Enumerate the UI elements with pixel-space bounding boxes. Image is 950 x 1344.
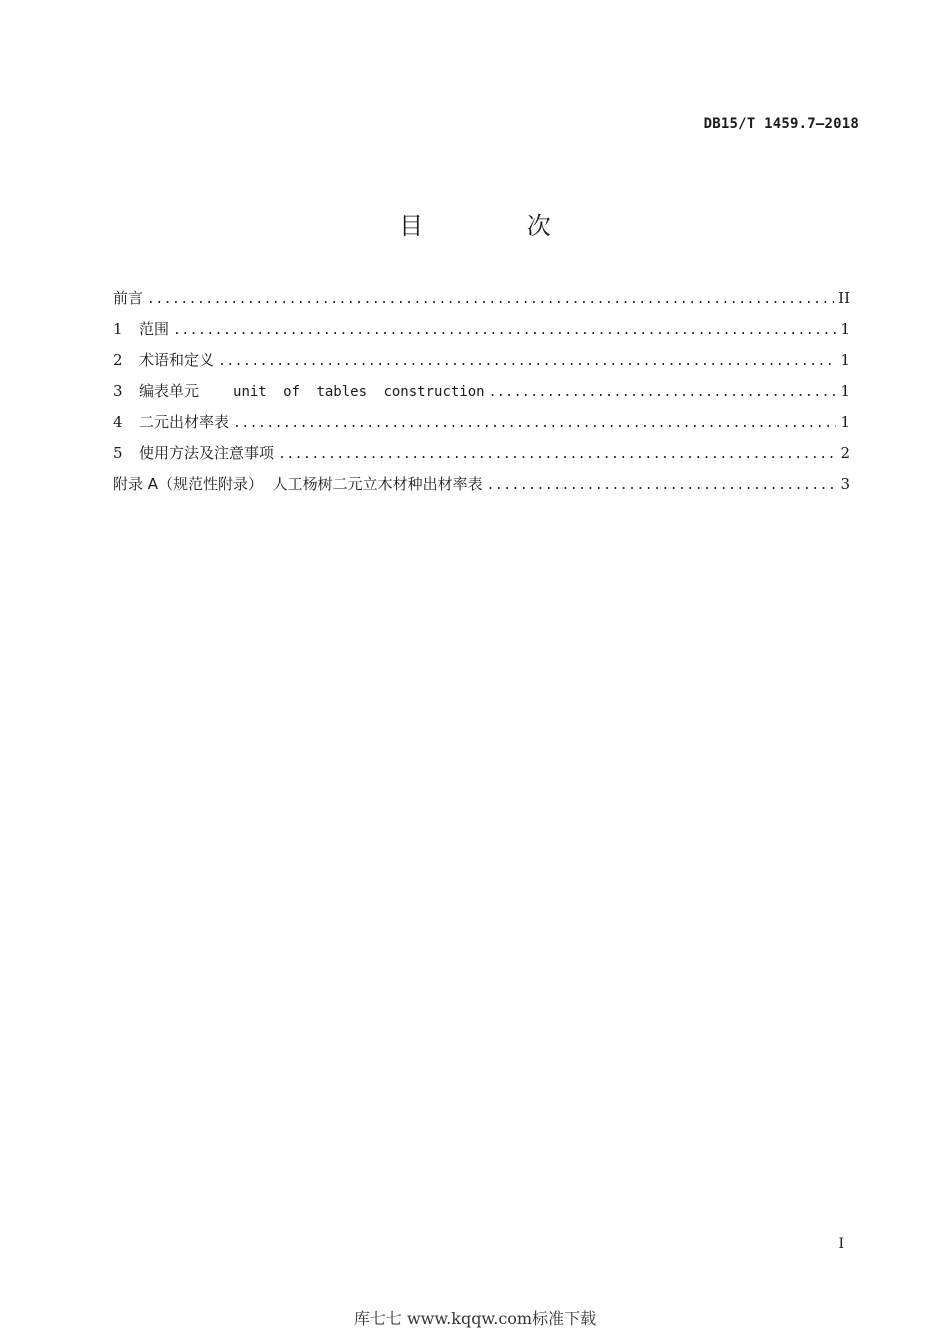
watermark-text: 库七七 www.kqqw.com标准下载 (353, 1309, 597, 1328)
toc-entry-appendix-a[interactable] (113, 472, 850, 503)
toc-entry-label: 范围 (139, 320, 170, 338)
toc-entry-page: 1 (840, 320, 850, 338)
toc-entry-number: 2 (113, 351, 123, 369)
standard-code: DB15/T 1459.7—2018 (703, 116, 859, 132)
page-title: 目 次 (399, 212, 599, 240)
toc-dot-leader (147, 288, 834, 312)
toc-entry-number: 1 (113, 320, 123, 338)
toc-dot-leader (173, 319, 836, 343)
table-of-contents (113, 286, 850, 503)
toc-entry-english-label: unit of tables construction (233, 384, 485, 400)
toc-entry-page: 1 (840, 413, 850, 431)
toc-entry-terms[interactable] (113, 348, 850, 379)
toc-dot-leader (278, 443, 836, 467)
toc-entry-page: 3 (840, 475, 850, 493)
toc-entry-label: 二元出材率表 (139, 413, 230, 431)
toc-entry-number: 3 (113, 382, 123, 400)
toc-entry-page: 1 (840, 382, 850, 400)
toc-entry-usage[interactable] (113, 441, 850, 472)
toc-entry-label: 附录 A（规范性附录） 人工杨树二元立木材种出材率表 (113, 475, 483, 493)
toc-entry-foreword[interactable] (113, 286, 850, 317)
page-number: I (838, 1236, 844, 1252)
toc-entry-yield-table[interactable] (113, 410, 850, 441)
toc-dot-leader (487, 474, 837, 498)
toc-entry-table-unit[interactable] (113, 379, 850, 410)
toc-dot-leader (218, 350, 836, 374)
toc-entry-number: 5 (113, 444, 123, 462)
toc-entry-label: 前言 (113, 289, 144, 307)
toc-entry-label: 编表单元 (139, 382, 200, 400)
toc-entry-scope[interactable] (113, 317, 850, 348)
toc-entry-label: 使用方法及注意事项 (139, 444, 275, 462)
toc-entry-page: 1 (840, 351, 850, 369)
toc-entry-number: 4 (113, 413, 123, 431)
toc-dot-leader (233, 412, 836, 436)
toc-entry-page: II (838, 289, 850, 307)
toc-entry-page: 2 (840, 444, 850, 462)
toc-dot-leader (489, 381, 837, 405)
toc-entry-label: 术语和定义 (139, 351, 215, 369)
